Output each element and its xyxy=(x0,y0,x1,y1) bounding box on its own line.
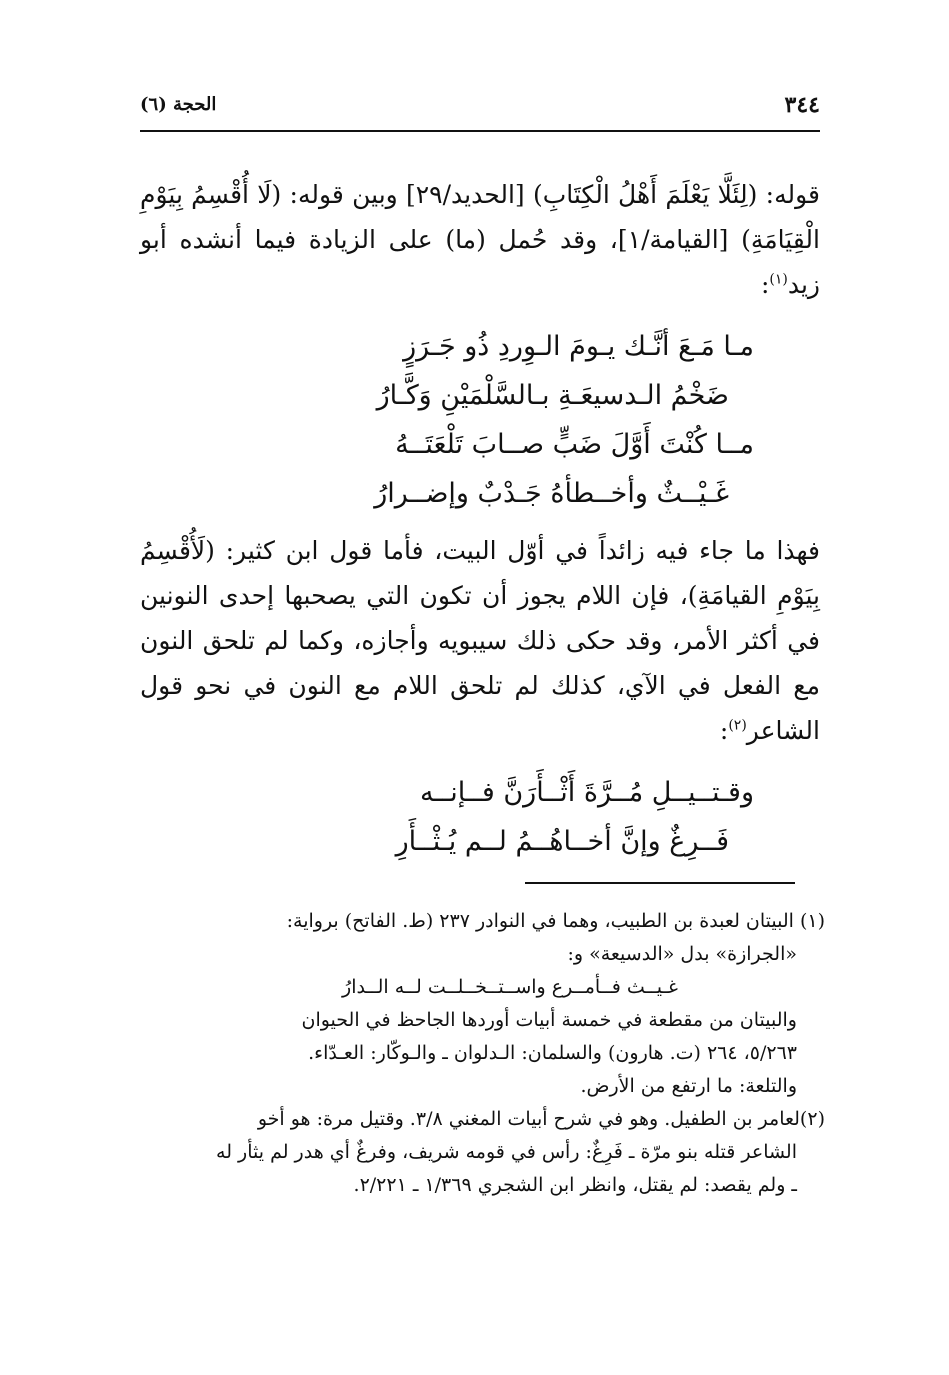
paragraph-2 xyxy=(140,528,820,753)
paragraph-1 xyxy=(140,172,820,307)
page-header xyxy=(140,92,820,122)
footnote-1-line-3: والبيتان من مقطعة في خمسة أبيات أوردها الجاحظ في الحيوان xyxy=(301,1009,797,1031)
poem-1-verse-3: مــا كُنْتَ أَوَّلَ ضَبٍّ صــابَ تَلْعَتَــهُ xyxy=(395,429,754,460)
footnotes xyxy=(135,905,825,1202)
paragraph-1-end: : xyxy=(760,270,770,299)
footnote-ref-1: (١) xyxy=(769,271,788,288)
footnote-2-line-2: الشاعر قتله بنو مرّة ـ فَرِغٌ: رأس في قومه شريف، وفرغٌ أي هدر لم يثأر له xyxy=(216,1141,797,1163)
poem-1-verse-2: ضَخْمُ الـدسيعَـةِ بـالسَّلْمَيْنِ وَكَّـارُ xyxy=(376,380,729,411)
main-text xyxy=(140,172,820,307)
footnote-1-line-5: والتلعة: ما ارتفع من الأرض. xyxy=(580,1075,797,1097)
footnote-1-line-4: ٥/٢٦٣، ٢٦٤ (ت. هارون) والسلمان: الـدلوان ـ والـوكّار: العـدّاء. xyxy=(308,1042,797,1064)
paragraph-2-end: : xyxy=(719,716,729,745)
poem-1 xyxy=(194,322,754,518)
running-title: الحجة (٦) xyxy=(140,94,217,115)
footnote-2-line-1: (٢)لعامر بن الطفيل. وهو في شرح أبيات المغني ٣/٨. وقتيل مرة: هو أخو xyxy=(257,1108,825,1130)
footnote-1-verse: غـيــث فــأمــرع واســتــخــلــت لــه الــدارُ xyxy=(342,976,678,998)
header-rule xyxy=(140,130,820,132)
paragraph-2-text: فهذا ما جاء فيه زائداً في أوّل البيت، فأما قول ابن كثير: (لَأُقْسِمُ بِيَوْمِ القيامَةِ)، فإن اللام يجوز أن تكون التي يصحبها إحدى النونين في أكثر الأمر، وقد حكى ذلك سيبويه وأجازه، وكما لم تلحق النون مع الفعل في الآي، كذلك لم تلحق اللام مع النون في نحو قول الشاعر xyxy=(140,536,820,745)
footnote-ref-2: (٢) xyxy=(728,717,747,734)
footnote-separator xyxy=(525,882,795,884)
poem-2-verse-1: وقـتــيــلِ مُــرَّةَ أَثْــأَرَنَّ فــإنــه xyxy=(419,777,754,808)
poem-1-verse-1: مـا مَـعَ أنَّـك يـومَ الـوِردِ ذُو جَـرَزٍ xyxy=(403,331,754,362)
footnote-1-line-2: «الجرازة» بدل «الدسيعة» و: xyxy=(567,943,797,965)
poem-2-verse-2: فَــرِغٌ وإنَّ أخــاهُــمُ لــم يُـثْــأَرِ xyxy=(395,826,729,857)
paragraph-1-text: قوله: (لِئَلَّا يَعْلَمَ أَهْلُ الْكِتَابِ) [الحديد/٢٩] وبين قوله: (لَا أُقْسِمُ بِيَوْمِ الْقِيَامَةِ) [القيامة/١]، وقد حُمل (ما) على الزيادة فيما أنشده أبو زيد xyxy=(140,180,820,299)
main-text-2 xyxy=(140,528,820,753)
footnote-1-line-1: (١) البيتان لعبدة بن الطبيب، وهما في النوادر ٢٣٧ (ط. الفاتح) برواية: xyxy=(286,910,825,932)
poem-1-verse-4: غَـيْــثٌ وأخــطأهُ جَـدْبٌ وإضــرارُ xyxy=(374,478,729,509)
footnote-2-line-3: ـ ولم يقصد: لم يقتل، وانظر ابن الشجري ١/٣٦٩ ـ ٢/٢٢١. xyxy=(353,1174,797,1196)
poem-2 xyxy=(194,768,754,866)
page-number: ٣٤٤ xyxy=(784,92,820,118)
